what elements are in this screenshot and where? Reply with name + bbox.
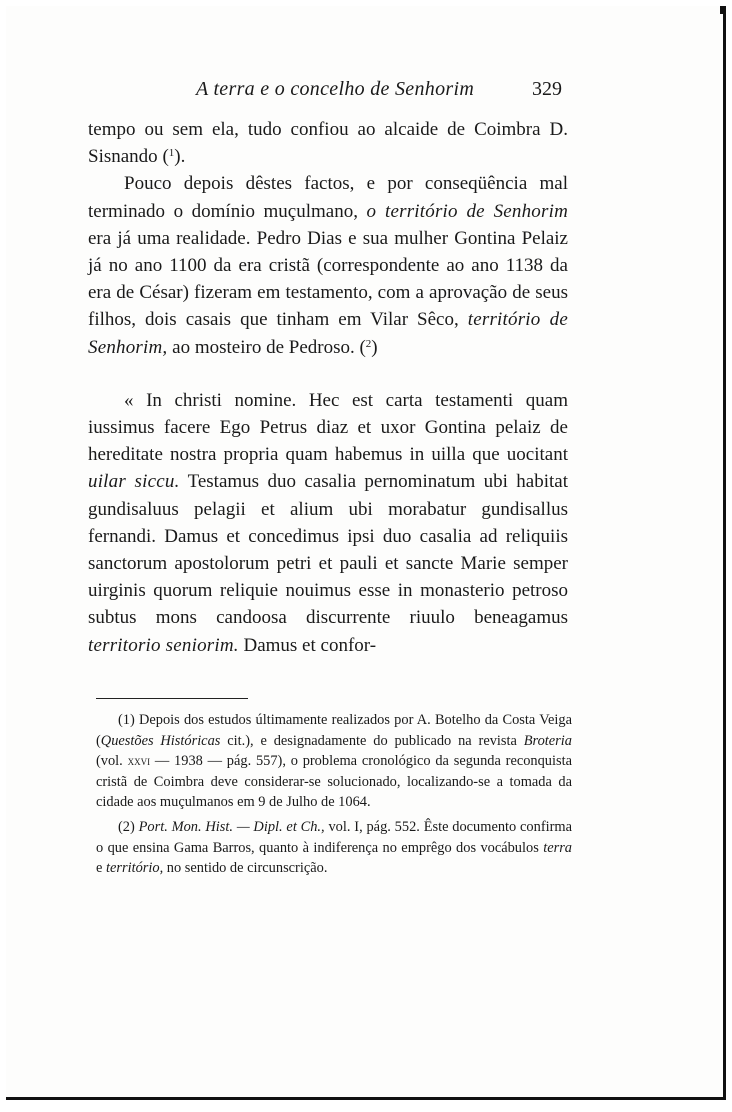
main-text xyxy=(88,116,568,659)
footnote-2: (2) Port. Mon. Hist. — Dipl. et Ch., vol. I, pág. 552. Êste documento confirma o que ensina Gama Barros, quanto à indiferença no emprêgo dos vocábulos terra e território, no sentido de circunscrição. xyxy=(96,818,572,877)
footnote-1: (1) Depois dos estudos últimamente realizados por A. Botelho da Costa Veiga (Questões Históricas cit.), e designadamente do publicado na revista Broteria (vol. xxvi — 1938 — pág. 557), o problema cronológico da segunda reconquista cristã de Coimbra deve considerar-se solucionado, localizando-se a tomada da cidade aos muçulmanos em 9 de Julho de 1064. xyxy=(96,712,572,811)
footnotes xyxy=(96,710,572,879)
page-header xyxy=(6,78,726,108)
running-title: A terra e o concelho de Senhorim xyxy=(196,78,475,100)
paragraph-continuation: tempo ou sem ela, tudo confiou ao alcaide de Coimbra D. Sisnando ($^1$). xyxy=(88,119,568,168)
book-page xyxy=(6,6,726,1100)
paragraph-history: Pouco depois dêstes factos, e por conseqüência mal terminado o domínio muçulmano, o território de Senhorim era já uma realidade. Pedro Dias e sua mulher Gontina Pelaiz já no ano 1100 da era cristã (correspondente ao ano 1138 da era de César) fizeram em testamento, com a aprovação de seus filhos, dois casais que tinham em Vilar Sêco, território de Senhorim, ao mosteiro de Pedroso. ($^2$) xyxy=(88,173,568,358)
footnote-divider xyxy=(96,698,248,699)
footnote-ref-1[interactable]: 1 xyxy=(168,147,175,160)
footnote-ref-2[interactable]: 2 xyxy=(365,337,372,350)
paragraph-latin-charter: « In christi nomine. Hec est carta testamenti quam iussimus facere Ego Petrus diaz et uxor Gontina pelaiz de hereditate nostra propria quam habemus in uilla que uocitant uilar siccu. Testamus duo casalia pernominatum ubi habitat gundisaluus pelagii et alium ubi morabatur gundisallus fernandi. Damus et concedimus ipsi duo casalia ad reliquiis sanctorum apostolorum petri et pauli et sancte Marie semper uirginis quorum reliquie nouimus esse in monasterio petroso subtus mons candoosa discurrente riuulo beneagamus territorio seniorim. Damus et confor- xyxy=(88,389,568,656)
page-edge-mark xyxy=(720,6,726,14)
page-number: 329 xyxy=(532,78,562,100)
